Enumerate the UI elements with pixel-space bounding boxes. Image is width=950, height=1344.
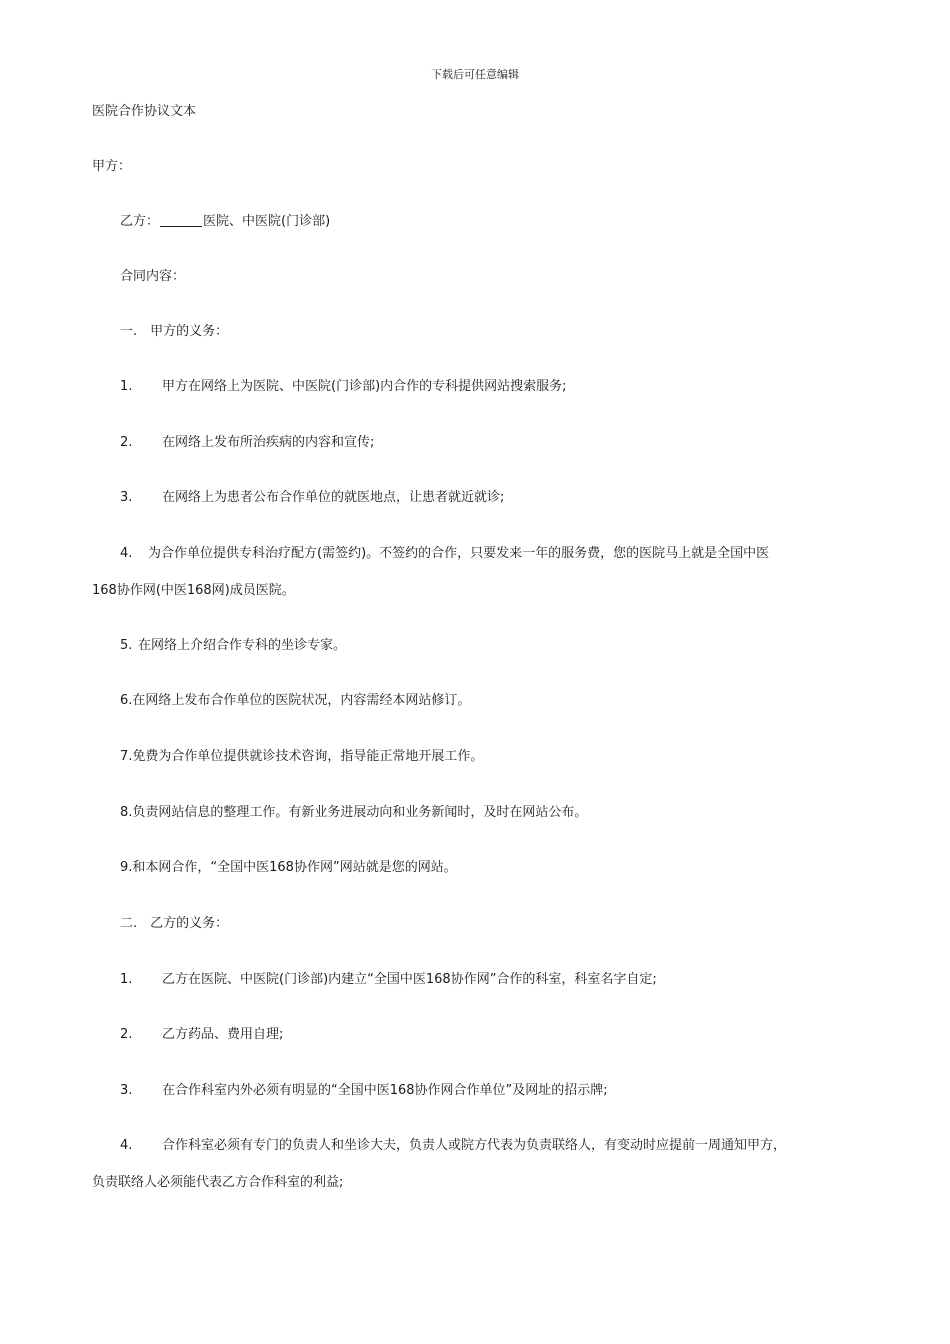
item-text: 乙方在医院、中医院(门诊部)内建立“全国中医168协作网”合作的科室，科室名字自定; <box>162 972 657 987</box>
item-number: 3. <box>120 1083 133 1098</box>
section1-item <box>120 859 457 877</box>
party-b-prefix: 乙方： <box>120 214 160 229</box>
item-number: 2. <box>120 435 133 450</box>
section1-item <box>120 804 587 822</box>
section2-item <box>120 971 657 989</box>
item-text: 合作科室必须有专门的负责人和坐诊大夫，负责人或院方代表为负责联络人，有变动时应提前一周通知甲方， <box>162 1138 787 1153</box>
item-number: 4. <box>120 1138 133 1153</box>
item-number: 9. <box>120 860 133 875</box>
section2-heading: 二. 乙方的义务： <box>120 916 229 931</box>
section1-item <box>120 378 567 396</box>
item-text: 和本网合作，“全国中医168协作网”网站就是您的网站。 <box>132 860 457 875</box>
item-text: 在网络上为患者公布合作单位的就医地点，让患者就近就诊; <box>162 490 505 505</box>
section1-item <box>120 545 769 563</box>
item-text: 免费为合作单位提供就诊技术咨询，指导能正常地开展工作。 <box>132 749 484 764</box>
item-text: 在网络上介绍合作专科的坐诊专家。 <box>138 638 347 653</box>
item-text: 为合作单位提供专科治疗配方(需签约)。不签约的合作，只要发来一年的服务费，您的医院马上就是全国中医 <box>148 546 770 561</box>
document-title: 医院合作协议文本 <box>92 104 197 119</box>
item-number: 4. <box>120 546 133 561</box>
item-number: 5. <box>120 638 133 653</box>
contract-content-label: 合同内容： <box>120 269 186 284</box>
item-number: 3. <box>120 490 133 505</box>
section1-item <box>120 637 346 655</box>
item-number: 8. <box>120 805 133 820</box>
item-number: 6. <box>120 693 133 708</box>
item-number: 2. <box>120 1027 133 1042</box>
party-a-label: 甲方： <box>92 159 132 174</box>
item-number: 1. <box>120 972 133 987</box>
item-number: 7. <box>120 749 133 764</box>
section1-heading: 一. 甲方的义务： <box>120 324 229 339</box>
item-text: 在网络上发布合作单位的医院状况，内容需经本网站修订。 <box>132 693 471 708</box>
item-number: 1. <box>120 379 133 394</box>
item-text: 在合作科室内外必须有明显的“全国中医168协作网合作单位”及网址的招示牌; <box>162 1083 608 1098</box>
section2-item <box>120 1082 608 1100</box>
section2-item <box>120 1026 283 1044</box>
party-b-suffix: 医院、中医院(门诊部) <box>203 214 331 229</box>
section1-item <box>120 489 504 507</box>
party-b-line <box>120 212 330 231</box>
section2-item-continuation: 负责联络人必须能代表乙方合作科室的利益; <box>92 1175 344 1190</box>
item-text: 负责网站信息的整理工作。有新业务进展动向和业务新闻时，及时在网站公布。 <box>132 805 588 820</box>
header-note: 下载后可任意编辑 <box>431 68 519 81</box>
item-text: 乙方药品、费用自理; <box>162 1027 284 1042</box>
section1-item <box>120 692 470 710</box>
section1-item-continuation: 168协作网(中医168网)成员医院。 <box>92 583 295 598</box>
section1-item <box>120 748 483 766</box>
item-text: 在网络上发布所治疾病的内容和宣传; <box>162 435 375 450</box>
party-b-blank-field <box>160 212 202 227</box>
section2-item <box>120 1137 786 1155</box>
section1-item <box>120 434 374 452</box>
item-text: 甲方在网络上为医院、中医院(门诊部)内合作的专科提供网站搜索服务; <box>162 379 567 394</box>
